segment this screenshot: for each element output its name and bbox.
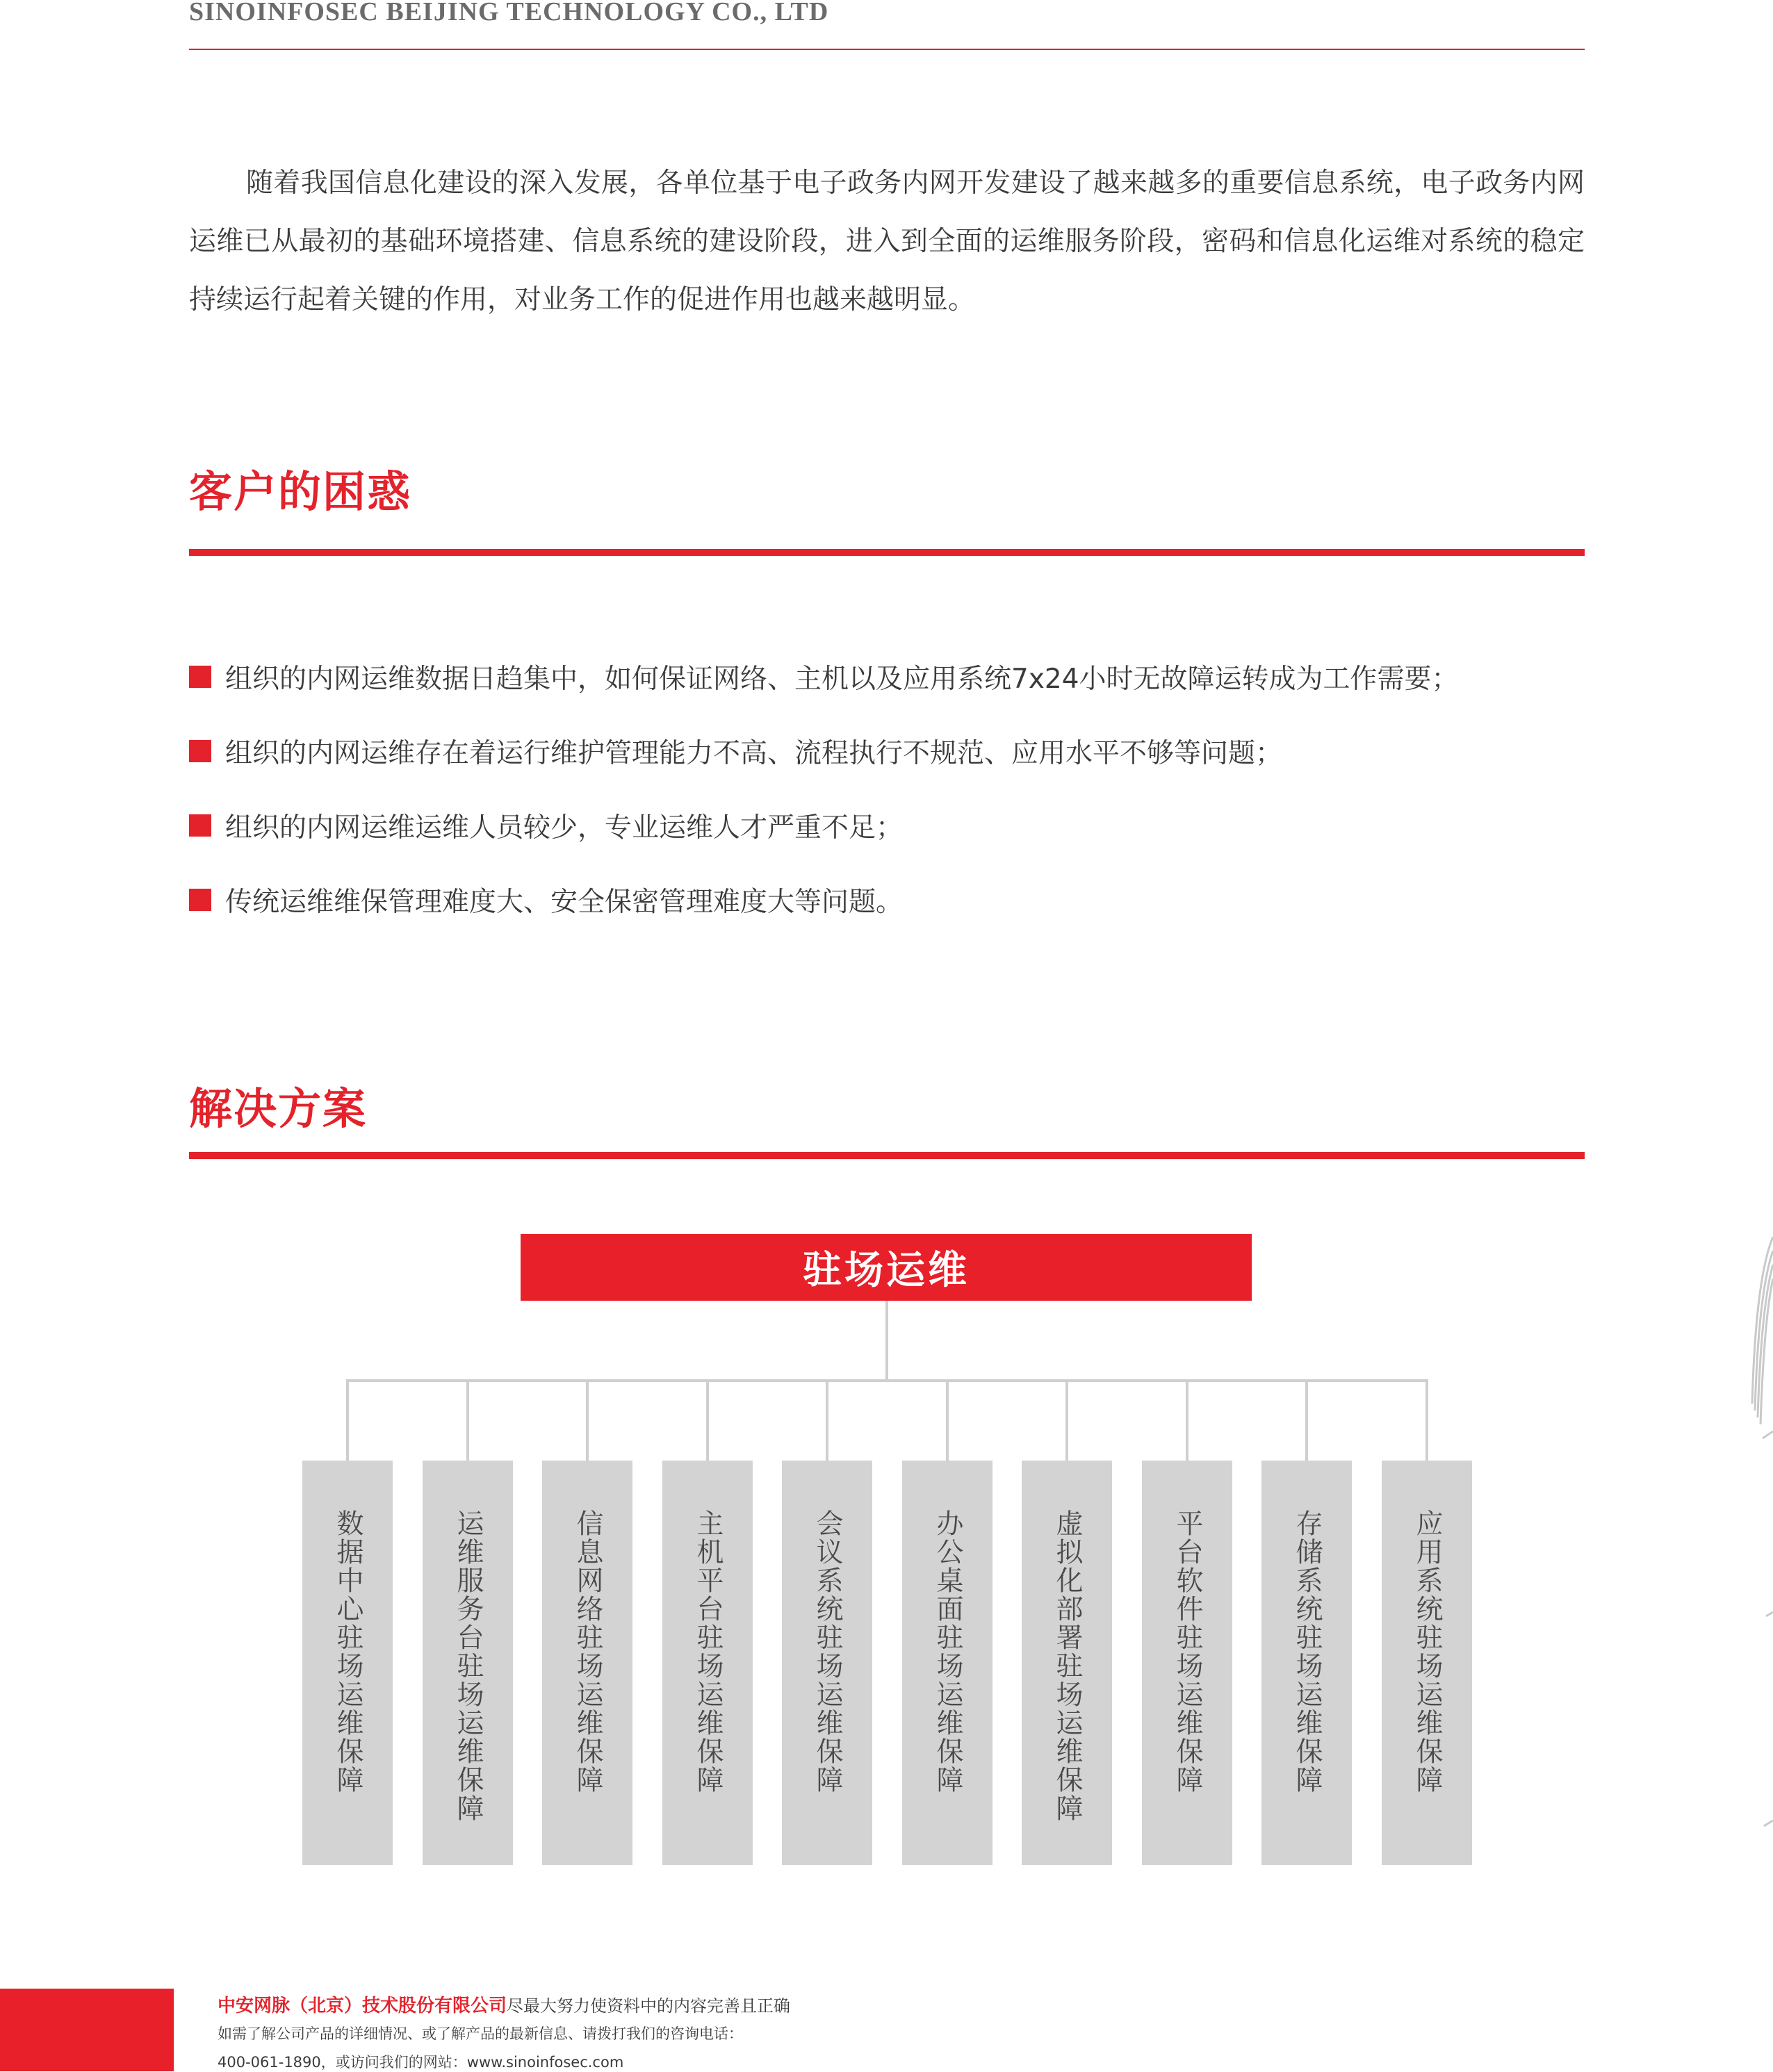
diagram-root-node: 驻场运维 [521,1234,1252,1301]
child-connector-line [706,1379,709,1461]
diagram-child-node [1022,1461,1112,1865]
diagram-child-label: 数据中心驻场运维保障 [332,1509,363,1794]
root-connector-line [885,1301,888,1379]
diagram-child-node [782,1461,872,1865]
square-bullet-icon [189,666,211,688]
list-item [189,639,1585,714]
diagram-child-label: 运维服务台驻场运维保障 [452,1509,484,1823]
diagram-child-label: 办公桌面驻场运维保障 [932,1509,963,1794]
list-item [189,788,1585,862]
child-connector-line [1305,1379,1308,1461]
diagram-child-label: 会议系统驻场运维保障 [812,1509,843,1794]
diagram-child-node [662,1461,753,1865]
intro-paragraph: 随着我国信息化建设的深入发展，各单位基于电子政务内网开发建设了越来越多的重要信息系统，电子政务内网运维已从最初的基础环境搭建、信息系统的建设阶段，进入到全面的运维服务阶段，密码和信息化运维对系统的稳定持续运行起着关键的作用，对业务工作的促进作用也越来越明显。 [189,167,1585,315]
child-connector-line [946,1379,949,1461]
section-divider-solution [189,1152,1585,1159]
child-connector-line [466,1379,469,1461]
diagram-child-node [542,1461,632,1865]
company-name-header: SINOINFOSEC BEIJING TECHNOLOGY CO., LTD [189,0,829,26]
list-item-text: 组织的内网运维存在着运行维护管理能力不高、流程执行不规范、应用水平不够等问题； [225,737,1283,769]
challenges-list [189,639,1585,937]
section-title-solution: 解决方案 [189,1083,368,1134]
footer-accent-bar [0,1989,174,2071]
diagram-child-label: 虚拟化部署驻场运维保障 [1052,1509,1083,1823]
footer-line-2: 如需了解公司产品的详细情况、或了解产品的最新信息、请拨打我们的咨询电话： [218,2025,743,2042]
footer-line-1 [218,1991,790,2017]
list-item-text: 传统运维维保管理难度大、安全保密管理难度大等问题。 [225,886,904,918]
diagram-child-node [1142,1461,1232,1865]
list-item [189,862,1585,937]
diagram-child-label: 主机平台驻场运维保障 [692,1509,724,1794]
footer-company-name: 中安网脉（北京）技术股份有限公司 [218,1996,507,2016]
child-connector-line [1186,1379,1188,1461]
square-bullet-icon [189,889,211,911]
diagram-child-node [423,1461,513,1865]
diagram-child-label: 存储系统驻场运维保障 [1291,1509,1323,1794]
child-connector-line [826,1379,828,1461]
section-divider-challenges [189,549,1585,556]
square-bullet-icon [189,740,211,762]
bus-connector-line [346,1379,1428,1382]
list-item [189,714,1585,788]
child-connector-line [1065,1379,1068,1461]
footer-disclaimer: 尽最大努力使资料中的内容完善且正确 [507,1996,791,2016]
list-item-text: 组织的内网运维数据日趋集中，如何保证网络、主机以及应用系统7x24小时无故障运转成为工作需要； [225,663,1459,695]
square-bullet-icon [189,814,211,837]
diagram-child-label: 平台软件驻场运维保障 [1172,1509,1203,1794]
list-item-text: 组织的内网运维运维人员较少，专业运维人才严重不足； [225,812,904,844]
child-connector-line [586,1379,589,1461]
child-connector-line [1425,1379,1428,1461]
section-title-challenges: 客户的困惑 [189,466,412,517]
diagram-child-node [302,1461,393,1865]
footer-contact: 400-061-1890，或访问我们的网站：www.sinoinfosec.com [218,2054,624,2071]
decorative-lines-graphic [1749,1223,1773,1848]
child-connector-line [346,1379,349,1461]
diagram-child-node [902,1461,992,1865]
diagram-child-node [1382,1461,1472,1865]
header-divider [189,49,1585,50]
diagram-child-label: 信息网络驻场运维保障 [572,1509,603,1794]
diagram-child-label: 应用系统驻场运维保障 [1412,1509,1443,1794]
diagram-child-node [1261,1461,1352,1865]
